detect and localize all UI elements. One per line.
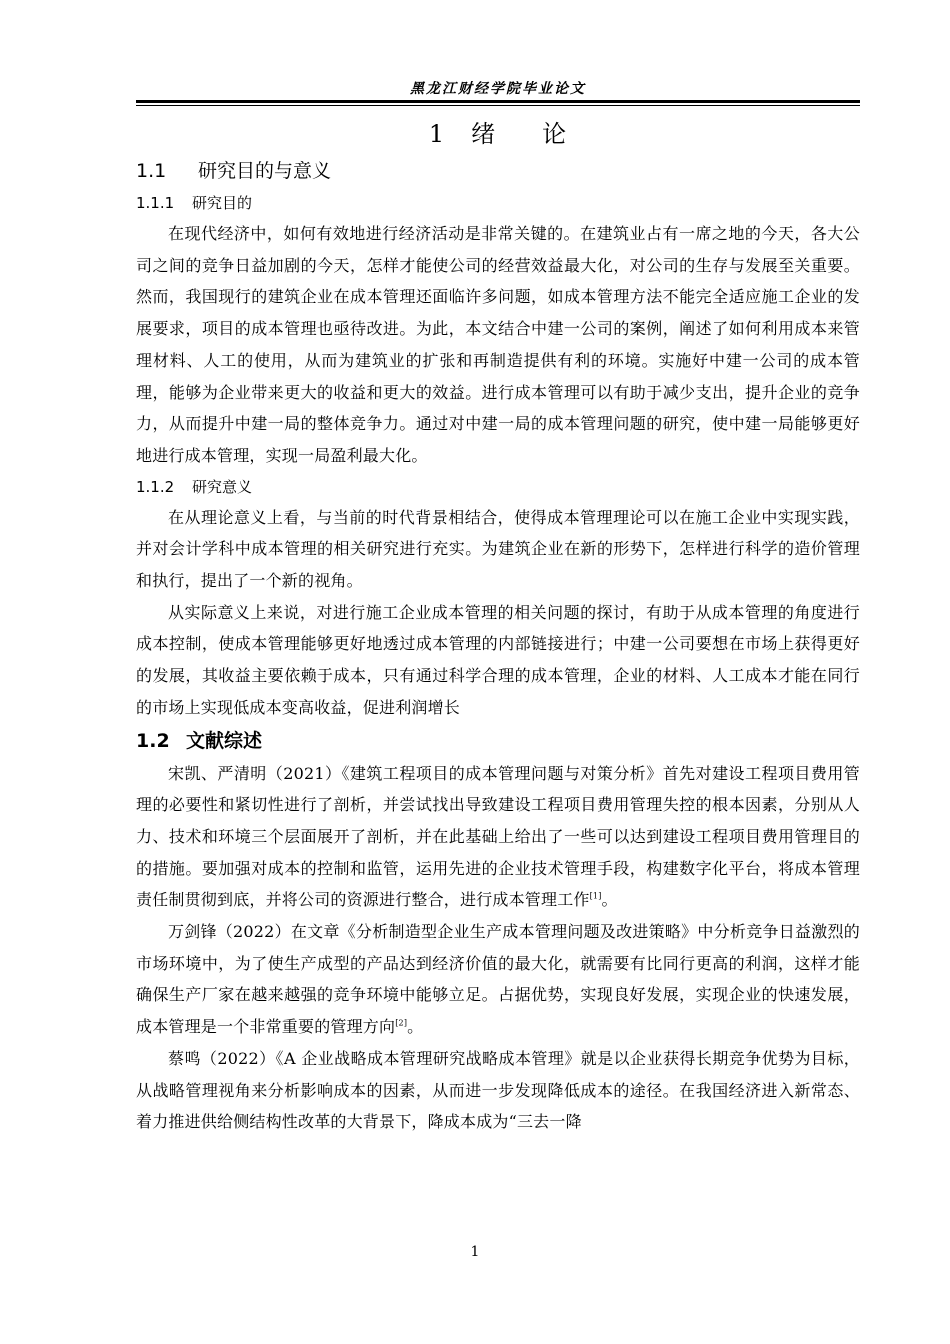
- paragraph-theoretical-significance: 在从理论意义上看，与当前的时代背景相结合，使得成本管理理论可以在施工企业中实现实践，并对会计学科中成本管理的相关研究进行充实。为建筑企业在新的形势下，怎样进行科学的造价管理和执行，提出了一个新的视角。: [136, 507, 860, 591]
- header-rule-thin: [136, 105, 860, 106]
- section-heading-1-1: [136, 154, 860, 188]
- paragraph-literature-cai: 蔡鸣（2022）《A 企业战略成本管理研究战略成本管理》就是以企业获得长期竞争优势为目标，从战略管理视角来分析影响成本的因素，从而进一步发现降低成本的途径。在我国经济进入新常态、着力推进供给侧结构性改革的大背景下，降成本成为“三去一降: [136, 1048, 860, 1132]
- paragraph-literature-song: [136, 758, 860, 917]
- section-number: 1.2: [136, 729, 170, 752]
- chapter-title-char-2: 论: [542, 120, 568, 148]
- running-header: 黑龙江财经学院毕业论文: [410, 81, 586, 97]
- citation-ref: [1]: [589, 892, 602, 902]
- chapter-number: 1: [428, 120, 446, 148]
- subsection-title: 研究意义: [192, 477, 253, 496]
- subsection-number: 1.1.2: [136, 477, 175, 496]
- chapter-title-char-1: 绪: [471, 120, 497, 148]
- subsection-number: 1.1.1: [136, 194, 175, 212]
- subsection-heading-1-1-2: [136, 472, 860, 502]
- paragraph-practical-significance: 从实际意义上来说，对进行施工企业成本管理的相关问题的探讨，有助于从成本管理的角度进行成本控制，使成本管理能够更好地透过成本管理的内部链接进行；中建一公司要想在市场上获得更好的发展，其收益主要依赖于成本，只有通过科学合理的成本管理，企业的材料、人工成本才能在同行的市场上实现低成本变高收益，促进利润增长: [136, 602, 860, 717]
- chapter-title: [136, 114, 860, 154]
- paragraph-research-purpose: 在现代经济中，如何有效地进行经济活动是非常关键的。在建筑业占有一席之地的今天，各大公司之间的竞争日益加剧的今天，怎样才能使公司的经营效益最大化，对公司的生存与发展至关重要。然而，我国现行的建筑企业在成本管理还面临许多问题，如成本管理方法不能完全适应施工企业的发展要求，项目的成本管理也亟待改进。为此，本文结合中建一公司的案例，阐述了如何利用成本来管理材料、人工的使用，从而为建筑业的扩张和再制造提供有利的环境。实施好中建一公司的成本管理，能够为企业带来更大的收益和更大的效益。进行成本管理可以有助于减少支出，提升企业的竞争力，从而提升中建一局的整体竞争力。通过对中建一局的成本管理问题的研究，使中建一局能够更好地进行成本管理，实现一局盈利最大化。: [136, 224, 860, 465]
- section-heading-1-2: [136, 724, 860, 758]
- subsection-heading-1-1-1: [136, 188, 860, 218]
- page-number: 1: [470, 1244, 480, 1260]
- paragraph-text: 宋凯、严清明（2021）《建筑工程项目的成本管理问题与对策分析》首先对建设工程项目费用管理的必要性和紧切性进行了剖析，并尝试找出导致建设工程项目费用管理失控的根本因素，分别从人力、技术和环境三个层面展开了剖析，并在此基础上给出了一些可以达到建设工程项目费用管理目的的措施。要加强对成本的控制和监管，运用先进的企业技术管理手段，构建数字化平台，将成本管理责任制贯彻到底，并将公司的资源进行整合，进行成本管理工作: [136, 763, 860, 910]
- header-rule-thick: [136, 100, 860, 103]
- page-body: [136, 114, 860, 1138]
- section-number: 1.1: [136, 160, 167, 182]
- paragraph-text: 万剑锋（2022）在文章《分析制造型企业生产成本管理问题及改进策略》中分析竞争日益激烈的市场环境中，为了使生产成型的产品达到经济价值的最大化，就需要有比同行更高的利润，这样才能确保生产厂家在越来越强的竞争环境中能够立足。占据优势，实现良好发展，实现企业的快速发展，成本管理是一个非常重要的管理方向: [136, 922, 860, 1037]
- subsection-title: 研究目的: [192, 194, 253, 212]
- paragraph-end-mark: 。: [407, 1017, 424, 1037]
- paragraph-end-mark: 。: [601, 890, 618, 910]
- section-title: 研究目的与意义: [198, 160, 332, 182]
- section-title: 文献综述: [186, 729, 263, 752]
- citation-ref: [2]: [395, 1018, 408, 1028]
- paragraph-literature-wan: [136, 916, 860, 1043]
